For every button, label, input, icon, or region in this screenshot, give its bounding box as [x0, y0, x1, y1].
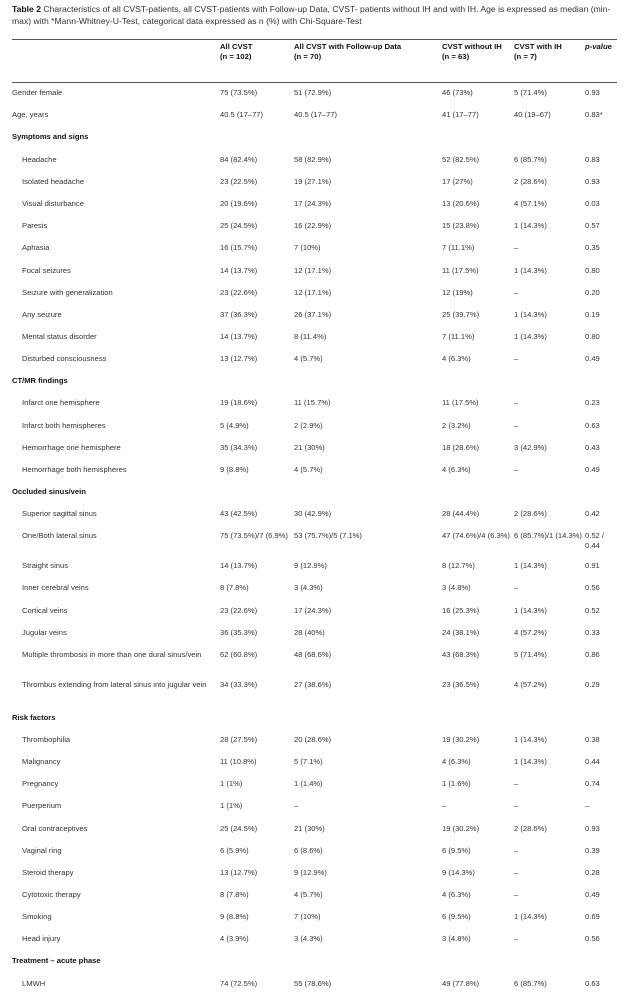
table-body	[12, 84, 617, 996]
cell-followup: 26 (37.1%)	[294, 309, 332, 319]
cell-followup: 1 (1.4%)	[294, 779, 323, 789]
cell-all-cvst: 62 (60.8%)	[220, 650, 258, 659]
cell-with-ih: –	[514, 464, 519, 474]
cell-without-ih: 4 (6.3%)	[442, 890, 471, 900]
table-row	[12, 505, 617, 527]
cell-followup: 4 (5.7%)	[294, 890, 323, 900]
cell-all-cvst: 19 (18.6%)	[220, 398, 258, 408]
section-title: Treatment – acute phase	[12, 956, 101, 966]
cell-all-cvst: 13 (12.7%)	[220, 867, 258, 877]
cell-followup: 16 (22.9%)	[294, 221, 332, 231]
cell-with-ih: –	[514, 867, 519, 877]
cell-all-cvst: 4 (3.9%)	[220, 934, 249, 944]
cell-without-ih: 49 (77.8%)	[442, 978, 480, 988]
cell-p-value: 0.63	[585, 978, 600, 988]
cell-followup: 7 (10%)	[294, 243, 321, 253]
cell-followup: 30 (42.9%)	[294, 508, 332, 518]
table-row	[12, 624, 617, 646]
caption-label: Table 2	[12, 4, 41, 14]
row-label: Smoking	[22, 912, 52, 922]
cell-all-cvst: 43 (42.5%)	[220, 508, 258, 518]
cell-p-value: 0.20	[585, 287, 600, 297]
header-rule	[12, 82, 617, 83]
cell-all-cvst: 28 (27.5%)	[220, 734, 258, 744]
cell-with-ih: 4 (57.2%)	[514, 627, 547, 637]
cell-followup: 51 (72.9%)	[294, 88, 332, 98]
row-label: One/Both lateral sinus	[22, 531, 97, 541]
header-followup: All CVST with Follow-up Data (n = 70)	[294, 42, 402, 61]
cell-followup: 12 (17.1%)	[294, 287, 332, 297]
cell-without-ih: 13 (20.6%)	[442, 198, 480, 208]
cell-followup: 6 (8.6%)	[294, 845, 323, 855]
row-label: Disturbed consciousness	[22, 354, 107, 364]
cell-followup: 4 (5.7%)	[294, 354, 323, 364]
header-label-cell	[12, 42, 220, 61]
cell-p-value: 0.35	[585, 243, 600, 253]
cell-without-ih: 46 (73%)	[442, 88, 473, 98]
cell-followup: 11 (15.7%)	[294, 398, 331, 408]
cell-without-ih: 2 (3.2%)	[442, 420, 471, 430]
row-label: Straight sinus	[22, 561, 69, 571]
cell-with-ih: 5 (71.4%)	[514, 650, 547, 659]
table-row	[12, 601, 617, 623]
cell-followup: 21 (30%)	[294, 442, 325, 452]
cell-without-ih: 47 (74.6%)/4 (6.3%)	[442, 531, 510, 541]
cell-with-ih: 6 (85.7%)	[514, 978, 547, 988]
header-all-cvst: All CVST (n = 102)	[220, 42, 253, 61]
header-without-ih: CVST without IH (n = 63)	[442, 42, 502, 61]
cell-with-ih: 2 (28.6%)	[514, 823, 547, 833]
cell-all-cvst: 75 (73.5%)	[220, 88, 258, 98]
cell-with-ih: 6 (85.7%)/1 (14.3%)	[514, 531, 582, 541]
cell-with-ih: –	[514, 890, 519, 900]
cell-without-ih: 15 (23.8%)	[442, 221, 480, 231]
cell-followup: 4 (5.7%)	[294, 464, 323, 474]
caption-text: Characteristics of all CVST-patients, all CVST-patients with Follow-up Data, CVST- patients without IH and with IH. Age is expressed as median (min-max) with *Mann-Whitney-U-Test, categorical data expressed as n (%) with Chi-Square-Test	[12, 4, 611, 26]
table-row	[12, 753, 617, 775]
section-title: Occluded sinus/vein	[12, 486, 86, 496]
cell-all-cvst: 5 (4.9%)	[220, 420, 249, 430]
cell-followup: 58 (82.9%)	[294, 154, 332, 164]
cell-p-value: 0.93	[585, 823, 600, 833]
cell-p-value: 0.29	[585, 680, 600, 690]
table-row	[12, 579, 617, 601]
row-label: Puerperium	[22, 801, 62, 811]
cell-all-cvst: 40.5 (17–77)	[220, 110, 264, 120]
cell-followup: 2 (2.9%)	[294, 420, 323, 430]
cell-without-ih: 41 (17–77)	[442, 110, 479, 120]
cell-all-cvst: 16 (15.7%)	[220, 243, 258, 253]
cell-followup: 8 (11.4%)	[294, 332, 327, 342]
cell-without-ih: 6 (9.5%)	[442, 845, 471, 855]
cell-p-value: 0.56	[585, 934, 600, 944]
row-label: Visual disturbance	[22, 198, 84, 208]
cell-p-value: 0.83*	[585, 110, 603, 120]
cell-followup: 53 (75.7%)/5 (7.1%)	[294, 531, 362, 541]
row-label: Hemorrhage one hemisphere	[22, 442, 121, 452]
cell-with-ih: 2 (28.6%)	[514, 176, 547, 186]
table-row	[12, 350, 617, 372]
table-row	[12, 261, 617, 283]
row-label: Headache	[22, 154, 57, 164]
cell-with-ih: –	[514, 420, 519, 430]
row-label: Gender female	[12, 88, 63, 98]
cell-all-cvst: 23 (22.6%)	[220, 605, 258, 615]
cell-without-ih: 4 (6.3%)	[442, 354, 471, 364]
cell-p-value: 0.93	[585, 176, 600, 186]
cell-all-cvst: 1 (1%)	[220, 801, 243, 811]
cell-without-ih: 16 (25.3%)	[442, 605, 480, 615]
row-label: Thrombophilia	[22, 734, 71, 744]
cell-with-ih: 1 (14.3%)	[514, 561, 547, 571]
table-rows	[12, 84, 617, 996]
table-row	[12, 217, 617, 239]
cell-p-value: 0.19	[585, 309, 600, 319]
row-label: Mental status disorder	[22, 332, 97, 342]
cell-without-ih: 9 (14.3%)	[442, 867, 475, 877]
cell-without-ih: 24 (38.1%)	[442, 627, 480, 637]
cell-without-ih: 23 (36.5%)	[442, 680, 480, 690]
cell-without-ih: 3 (4.8%)	[442, 934, 471, 944]
cell-all-cvst: 74 (72.5%)	[220, 978, 258, 988]
cell-p-value: 0.52 / 0.44	[585, 531, 604, 550]
cell-p-value: 0.74	[585, 779, 600, 789]
cell-followup: 9 (12.9%)	[294, 867, 327, 877]
table-row	[12, 527, 617, 557]
cell-without-ih: 18 (28.6%)	[442, 442, 480, 452]
cell-without-ih: 28 (44.4%)	[442, 508, 480, 518]
table-row	[12, 239, 617, 261]
section-title: Symptoms and signs	[12, 132, 89, 142]
table-row	[12, 797, 617, 819]
cell-p-value: –	[585, 801, 590, 811]
table-row	[12, 195, 617, 217]
cell-p-value: 0.69	[585, 912, 600, 922]
cell-all-cvst: 37 (36.3%)	[220, 309, 258, 319]
cell-without-ih: 19 (30.2%)	[442, 734, 480, 744]
table-row	[12, 775, 617, 797]
row-label: Oral contraceptives	[22, 823, 88, 833]
cell-followup: 48 (68.6%)	[294, 650, 332, 659]
cell-followup: 7 (10%)	[294, 912, 321, 922]
cell-without-ih: 3 (4.8%)	[442, 583, 471, 593]
cell-all-cvst: 9 (8.8%)	[220, 912, 249, 922]
cell-followup: 17 (24.3%)	[294, 605, 332, 615]
row-label: Malignancy	[22, 756, 61, 766]
cell-p-value: 0.56	[585, 583, 600, 593]
table-row	[12, 864, 617, 886]
cell-with-ih: 5 (71.4%)	[514, 88, 547, 98]
cell-followup: 3 (4.3%)	[294, 583, 323, 593]
cell-followup: 40.5 (17–77)	[294, 110, 338, 120]
cell-without-ih: 12 (19%)	[442, 287, 473, 297]
cell-all-cvst: 9 (8.8%)	[220, 464, 249, 474]
cell-with-ih: –	[514, 583, 519, 593]
cell-followup: 55 (78.6%)	[294, 978, 332, 988]
cell-with-ih: 1 (14.3%)	[514, 912, 547, 922]
row-label: Steroid therapy	[22, 867, 74, 877]
cell-followup: 27 (38.6%)	[294, 680, 332, 690]
cell-with-ih: –	[514, 287, 519, 297]
cell-all-cvst: 13 (12.7%)	[220, 354, 258, 364]
cell-all-cvst: 23 (22.6%)	[220, 287, 258, 297]
cell-all-cvst: 84 (82.4%)	[220, 154, 258, 164]
cell-with-ih: 1 (14.3%)	[514, 605, 547, 615]
table-caption	[12, 4, 617, 27]
table-row	[12, 150, 617, 172]
cell-with-ih: –	[514, 398, 519, 408]
cell-p-value: 0.83	[585, 154, 600, 164]
row-label: Any seizure	[22, 309, 62, 319]
cell-all-cvst: 20 (19.6%)	[220, 198, 258, 208]
cell-without-ih: 11 (17.5%)	[442, 265, 479, 275]
cell-p-value: 0.63	[585, 420, 600, 430]
row-label: Inner cerebral veins	[22, 583, 89, 593]
row-label: Seizure with generalization	[22, 287, 113, 297]
cell-all-cvst: 75 (73.5%)/7 (6.9%)	[220, 531, 288, 541]
table-row	[12, 306, 617, 328]
cell-followup: 5 (7.1%)	[294, 756, 323, 766]
cell-with-ih: –	[514, 243, 519, 253]
cell-followup: 9 (12.9%)	[294, 561, 327, 571]
cell-followup: –	[294, 801, 299, 811]
table-row	[12, 908, 617, 930]
cell-with-ih: –	[514, 845, 519, 855]
section-header-row	[12, 483, 617, 505]
row-label: Paresis	[22, 221, 48, 231]
cell-p-value: 0.43	[585, 442, 600, 452]
cell-with-ih: 1 (14.3%)	[514, 332, 547, 342]
table-row	[12, 819, 617, 841]
table-row	[12, 676, 617, 709]
cell-with-ih: 1 (14.3%)	[514, 309, 547, 319]
table-row	[12, 416, 617, 438]
cell-p-value: 0.91	[585, 561, 600, 571]
cell-with-ih: –	[514, 934, 519, 944]
cell-without-ih: 4 (6.3%)	[442, 756, 471, 766]
table-row	[12, 646, 617, 676]
cell-followup: 21 (30%)	[294, 823, 325, 833]
row-label: Hemorrhage both hemispheres	[22, 464, 127, 474]
cell-without-ih: 43 (68.3%)	[442, 650, 480, 659]
cell-without-ih: 6 (9.5%)	[442, 912, 471, 922]
section-header-row	[12, 128, 617, 150]
cell-with-ih: 3 (42.9%)	[514, 442, 547, 452]
cell-followup: 3 (4.3%)	[294, 934, 323, 944]
table-row	[12, 106, 617, 128]
table-row	[12, 84, 617, 106]
cell-with-ih: 6 (85.7%)	[514, 154, 547, 164]
cell-all-cvst: 23 (22.5%)	[220, 176, 258, 186]
cell-followup: 28 (40%)	[294, 627, 325, 637]
cell-all-cvst: 36 (35.3%)	[220, 627, 258, 637]
row-label: Cytotoxic therapy	[22, 890, 81, 900]
cell-all-cvst: 25 (24.5%)	[220, 823, 258, 833]
cell-all-cvst: 1 (1%)	[220, 779, 243, 789]
section-header-row	[12, 372, 617, 394]
table-row	[12, 886, 617, 908]
cell-with-ih: 4 (57.1%)	[514, 198, 547, 208]
cell-without-ih: 25 (39.7%)	[442, 309, 480, 319]
cell-without-ih: 52 (82.5%)	[442, 154, 480, 164]
cell-with-ih: 2 (28.6%)	[514, 508, 547, 518]
cell-p-value: 0.03	[585, 198, 600, 208]
cell-without-ih: 11 (17.5%)	[442, 398, 479, 408]
cell-p-value: 0.57	[585, 221, 600, 231]
cell-without-ih: 7 (11.1%)	[442, 332, 475, 342]
section-title: CT/MR findings	[12, 376, 68, 386]
cell-p-value: 0.38	[585, 734, 600, 744]
table-row	[12, 557, 617, 579]
table-row	[12, 328, 617, 350]
row-label: Vaginal ring	[22, 845, 62, 855]
row-label: Head injury	[22, 934, 61, 944]
cell-without-ih: –	[442, 801, 447, 811]
row-label: LMWH	[22, 978, 46, 988]
cell-all-cvst: 14 (13.7%)	[220, 265, 258, 275]
cell-with-ih: 40 (19–67)	[514, 110, 551, 120]
header-p-value: p-value	[585, 42, 612, 51]
table-row	[12, 730, 617, 752]
table-row	[12, 394, 617, 416]
cell-with-ih: –	[514, 354, 519, 364]
top-rule	[12, 39, 617, 40]
section-header-row	[12, 709, 617, 731]
table-row	[12, 172, 617, 194]
cell-with-ih: –	[514, 779, 519, 789]
table-row	[12, 930, 617, 952]
cell-p-value: 0.39	[585, 845, 600, 855]
cell-without-ih: 8 (12.7%)	[442, 561, 475, 571]
section-header-row	[12, 952, 617, 974]
row-label: Superior sagittal sinus	[22, 508, 97, 518]
row-label: Multiple thrombosis in more than one dural sinus/vein	[22, 650, 202, 659]
cell-p-value: 0.23	[585, 398, 600, 408]
cell-all-cvst: 25 (24.5%)	[220, 221, 258, 231]
cell-with-ih: 1 (14.3%)	[514, 221, 547, 231]
cell-with-ih: 1 (14.3%)	[514, 734, 547, 744]
cell-p-value: 0.86	[585, 650, 600, 659]
cell-all-cvst: 14 (13.7%)	[220, 561, 258, 571]
cell-all-cvst: 8 (7.8%)	[220, 890, 249, 900]
cell-all-cvst: 8 (7.8%)	[220, 583, 249, 593]
table-header	[12, 42, 617, 61]
cell-all-cvst: 34 (33.3%)	[220, 680, 258, 690]
row-label: Pregnancy	[22, 779, 59, 789]
cell-without-ih: 19 (30.2%)	[442, 823, 480, 833]
row-label: Isolated headache	[22, 176, 85, 186]
cell-followup: 20 (28.6%)	[294, 734, 332, 744]
table-row	[12, 841, 617, 863]
table-row	[12, 438, 617, 460]
cell-p-value: 0.80	[585, 265, 600, 275]
cell-p-value: 0.49	[585, 354, 600, 364]
cell-p-value: 0.28	[585, 867, 600, 877]
cell-p-value: 0.52	[585, 605, 600, 615]
cell-followup: 12 (17.1%)	[294, 265, 332, 275]
cell-without-ih: 4 (6.3%)	[442, 464, 471, 474]
cell-with-ih: 1 (14.3%)	[514, 756, 547, 766]
row-label: Age, years	[12, 110, 49, 120]
row-label: Focal seizures	[22, 265, 71, 275]
table-row	[12, 283, 617, 305]
cell-p-value: 0.80	[585, 332, 600, 342]
header-with-ih: CVST with IH (n = 7)	[514, 42, 562, 61]
cell-with-ih: 4 (57.2%)	[514, 680, 547, 690]
row-label: Cortical veins	[22, 605, 68, 615]
cell-followup: 19 (27.1%)	[294, 176, 332, 186]
cell-with-ih: –	[514, 801, 519, 811]
cell-p-value: 0.49	[585, 464, 600, 474]
cell-with-ih: 1 (14.3%)	[514, 265, 547, 275]
cell-all-cvst: 35 (34.3%)	[220, 442, 258, 452]
row-label: Thrombus extending from lateral sinus into jugular vein	[22, 680, 207, 690]
cell-p-value: 0.33	[585, 627, 600, 637]
row-label: Infarct both hemispheres	[22, 420, 106, 430]
cell-p-value: 0.42	[585, 508, 600, 518]
cell-all-cvst: 6 (5.9%)	[220, 845, 249, 855]
cell-p-value: 0.49	[585, 890, 600, 900]
cell-all-cvst: 11 (10.8%)	[220, 756, 257, 766]
cell-without-ih: 17 (27%)	[442, 176, 473, 186]
cell-all-cvst: 14 (13.7%)	[220, 332, 258, 342]
cell-p-value: 0.44	[585, 756, 600, 766]
row-label: Jugular veins	[22, 627, 67, 637]
table-row	[12, 974, 617, 996]
cell-followup: 17 (24.3%)	[294, 198, 332, 208]
table-row	[12, 461, 617, 483]
cell-without-ih: 7 (11.1%)	[442, 243, 475, 253]
row-label: Infarct one hemisphere	[22, 398, 100, 408]
row-label: Aphasia	[22, 243, 50, 253]
section-title: Risk factors	[12, 712, 56, 722]
cell-p-value: 0.93	[585, 88, 600, 98]
cell-without-ih: 1 (1.6%)	[442, 779, 471, 789]
